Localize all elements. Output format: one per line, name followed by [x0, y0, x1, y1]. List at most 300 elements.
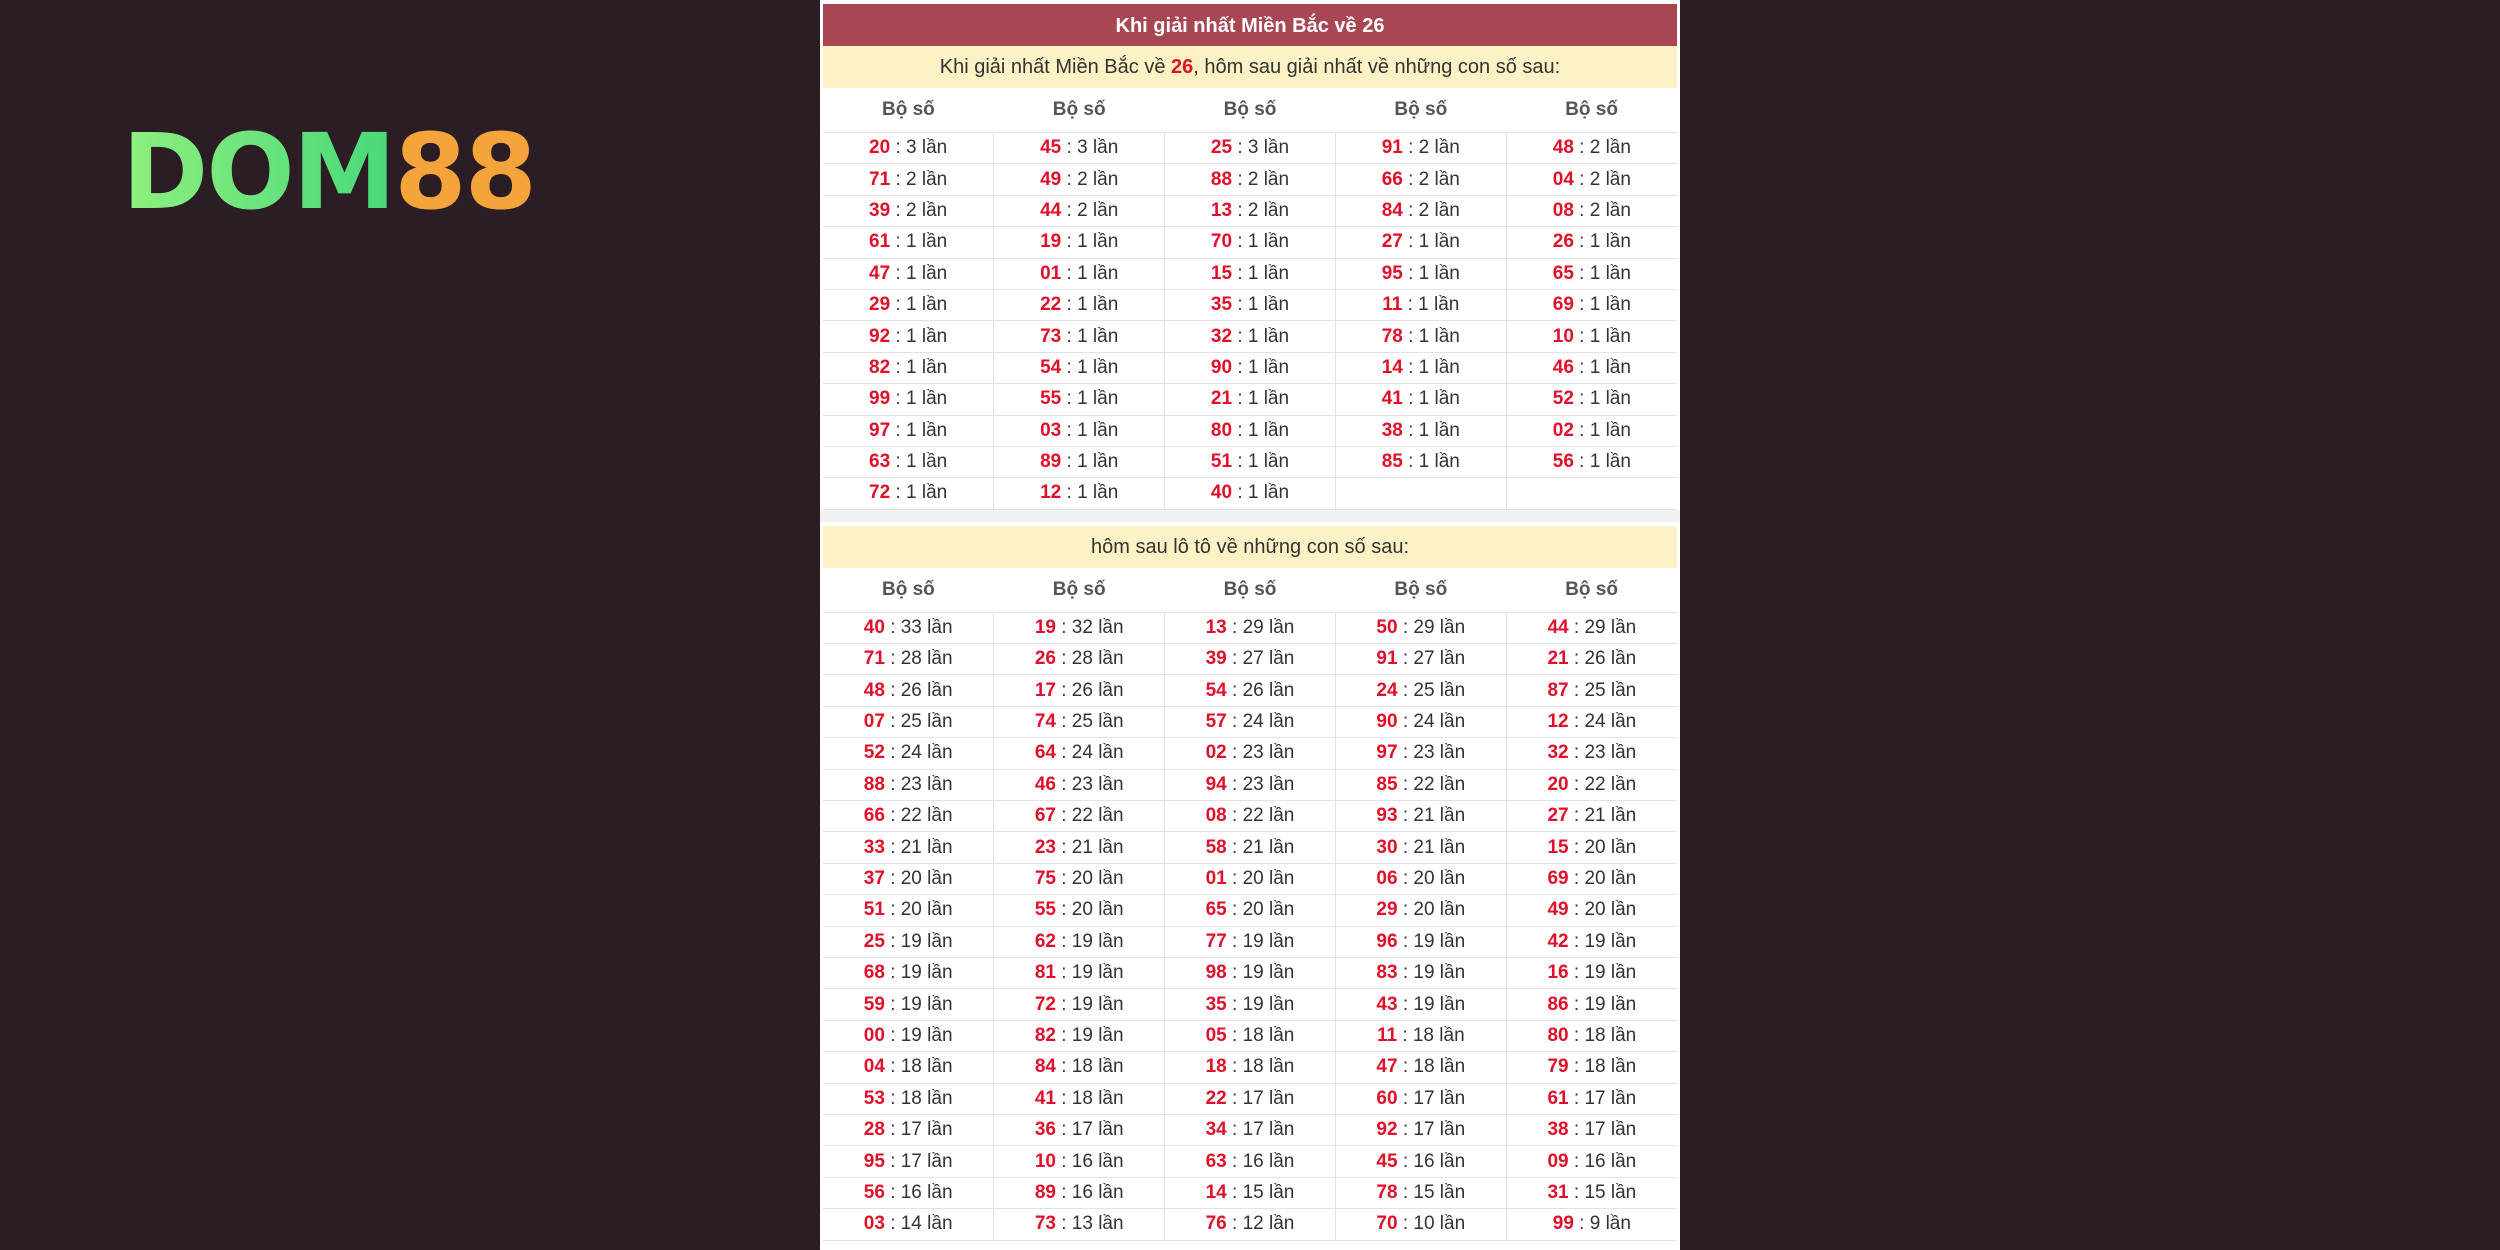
- table-cell: [823, 352, 994, 383]
- table-cell: [1506, 895, 1677, 926]
- number-value: 11: [1382, 294, 1403, 316]
- number-value: 89: [1040, 451, 1062, 473]
- count-value: : 23 lần: [1402, 742, 1466, 764]
- table-cell: [1335, 1146, 1506, 1177]
- section-separator: [820, 510, 1680, 522]
- number-value: 03: [1040, 419, 1062, 441]
- number-value: 99: [869, 388, 891, 410]
- number-value: 54: [1205, 679, 1227, 701]
- number-value: 95: [863, 1150, 885, 1172]
- number-value: 92: [1376, 1119, 1398, 1141]
- count-value: : 9 lần: [1579, 1213, 1631, 1235]
- table-cell: [1335, 415, 1506, 446]
- count-value: : 1 lần: [1066, 419, 1119, 441]
- number-value: 22: [1040, 294, 1062, 316]
- count-value: : 1 lần: [1408, 388, 1460, 410]
- count-value: : 19 lần: [1061, 993, 1124, 1015]
- table-cell: [823, 706, 994, 737]
- count-value: : 19 lần: [1402, 962, 1466, 984]
- count-value: : 1 lần: [1408, 419, 1460, 441]
- number-value: 37: [863, 868, 885, 889]
- table-cell: [1165, 706, 1336, 737]
- table-cell: [1506, 675, 1677, 706]
- table-cell: [1335, 706, 1506, 737]
- count-value: : 28 lần: [890, 648, 953, 670]
- table-cell: [1165, 926, 1336, 957]
- number-value: 45: [1040, 137, 1062, 159]
- table-cell: [1335, 195, 1506, 226]
- table-cell: [1335, 384, 1506, 415]
- count-value: : 21 lần: [1232, 836, 1295, 858]
- number-value: 47: [869, 262, 891, 284]
- number-value: 69: [1547, 868, 1569, 889]
- number-value: 42: [1547, 930, 1569, 952]
- number-value: 46: [1034, 773, 1056, 795]
- table-cell: [823, 195, 994, 226]
- number-value: 40: [863, 616, 885, 638]
- number-value: 75: [1034, 868, 1056, 889]
- count-value: : 20 lần: [890, 899, 953, 921]
- table-cell: [1165, 133, 1336, 164]
- number-value: 31: [1547, 1181, 1569, 1203]
- table-cell: [994, 832, 1165, 863]
- table-cell: [823, 957, 994, 988]
- table-cell: [994, 769, 1165, 800]
- number-value: 21: [1547, 648, 1569, 670]
- count-value: : 1 lần: [1066, 325, 1119, 347]
- count-value: : 19 lần: [890, 1024, 953, 1046]
- table-row: [823, 863, 1677, 894]
- count-value: : 17 lần: [1232, 1087, 1295, 1109]
- count-value: : 25 lần: [1573, 679, 1637, 701]
- subtitle-suffix: , hôm sau giải nhất về những con số sau:: [1193, 56, 1561, 78]
- number-value: 93: [1376, 805, 1398, 827]
- number-value: 53: [863, 1087, 885, 1109]
- count-value: : 1 lần: [895, 262, 948, 284]
- number-value: 52: [863, 742, 885, 764]
- table-cell: [1335, 832, 1506, 863]
- count-value: : 19 lần: [1232, 930, 1295, 952]
- number-value: 84: [1034, 1056, 1056, 1078]
- count-value: : 17 lần: [1232, 1119, 1295, 1141]
- number-value: 12: [1040, 482, 1062, 504]
- table-cell: [823, 801, 994, 832]
- count-value: : 1 lần: [895, 451, 948, 473]
- table-cell: [994, 321, 1165, 352]
- table-cell: [1335, 258, 1506, 289]
- count-value: : 23 lần: [1573, 742, 1637, 764]
- count-value: : 16 lần: [1232, 1150, 1295, 1172]
- number-value: 62: [1034, 930, 1056, 952]
- number-value: 13: [1205, 616, 1227, 638]
- count-value: : 1 lần: [1066, 294, 1119, 316]
- number-value: 20: [869, 137, 891, 159]
- number-value: 02: [1205, 742, 1227, 764]
- number-value: 55: [1034, 899, 1056, 921]
- count-value: : 15 lần: [1573, 1181, 1637, 1203]
- table-cell: [1165, 195, 1336, 226]
- count-value: : 27 lần: [1232, 648, 1295, 670]
- table-cell: [1165, 289, 1336, 320]
- table-cell: [1165, 644, 1336, 675]
- number-value: 15: [1547, 836, 1569, 858]
- count-value: : 18 lần: [890, 1087, 953, 1109]
- number-value: 14: [1205, 1181, 1227, 1203]
- count-value: : 2 lần: [1237, 168, 1290, 190]
- count-value: : 16 lần: [1061, 1150, 1124, 1172]
- number-value: 49: [1040, 168, 1062, 190]
- table-cell: [1506, 321, 1677, 352]
- count-value: : 17 lần: [1061, 1119, 1124, 1141]
- count-value: : 20 lần: [1061, 868, 1124, 889]
- table-cell: [1165, 832, 1336, 863]
- count-value: : 23 lần: [890, 773, 953, 795]
- count-value: : 2 lần: [1237, 199, 1290, 221]
- count-value: : 1 lần: [1237, 231, 1290, 253]
- count-value: : 2 lần: [1408, 137, 1460, 159]
- table-cell: [823, 321, 994, 352]
- number-value: 61: [869, 231, 891, 253]
- number-value: 85: [1376, 773, 1398, 795]
- count-value: : 32 lần: [1061, 616, 1124, 638]
- table-cell: [1506, 706, 1677, 737]
- number-value: 24: [1376, 679, 1398, 701]
- table-cell: [1335, 738, 1506, 769]
- table-cell: [1506, 989, 1677, 1020]
- table-cell: [1506, 133, 1677, 164]
- number-value: 78: [1381, 325, 1403, 347]
- table-cell: [823, 675, 994, 706]
- number-value: 17: [1034, 679, 1056, 701]
- count-value: : 1 lần: [1237, 262, 1290, 284]
- count-value: : 19 lần: [890, 962, 953, 984]
- table-cell: [994, 1146, 1165, 1177]
- subtitle-prefix: Khi giải nhất Miền Bắc về: [939, 56, 1172, 78]
- count-value: : 19 lần: [1061, 1024, 1124, 1046]
- table-cell: [823, 384, 994, 415]
- number-value: 46: [1552, 356, 1574, 378]
- section-title: Khi giải nhất Miền Bắc về 26: [823, 4, 1677, 46]
- table-cell: [994, 289, 1165, 320]
- table-cell: [1506, 195, 1677, 226]
- table-body: [823, 133, 1677, 510]
- count-value: : 19 lần: [1232, 993, 1295, 1015]
- table-cell: [994, 164, 1165, 195]
- table-cell: [994, 644, 1165, 675]
- count-value: : 20 lần: [1573, 836, 1637, 858]
- table-cell: [1506, 1146, 1677, 1177]
- count-value: : 25 lần: [1061, 711, 1124, 733]
- number-value: 59: [863, 993, 885, 1015]
- table-cell: [994, 384, 1165, 415]
- number-value: 03: [863, 1213, 885, 1235]
- table-cell: [994, 612, 1165, 643]
- number-value: 27: [1547, 805, 1569, 827]
- table-cell: [1335, 644, 1506, 675]
- table-cell: [1165, 446, 1336, 477]
- number-value: 61: [1547, 1087, 1569, 1109]
- count-value: : 1 lần: [1579, 231, 1631, 253]
- column-header: Bộ số: [994, 568, 1165, 613]
- count-value: : 1 lần: [1237, 356, 1290, 378]
- count-value: : 22 lần: [1232, 805, 1295, 827]
- count-value: : 29 lần: [1402, 616, 1466, 638]
- column-header: Bộ số: [994, 88, 1165, 133]
- count-value: : 26 lần: [890, 679, 953, 701]
- count-value: : 18 lần: [1061, 1056, 1124, 1078]
- number-value: 32: [1547, 742, 1569, 764]
- count-value: : 15 lần: [1232, 1181, 1295, 1203]
- number-value: 05: [1205, 1024, 1227, 1046]
- count-value: : 24 lần: [890, 742, 953, 764]
- table-cell: [1506, 957, 1677, 988]
- count-value: : 1 lần: [1407, 294, 1460, 316]
- table-cell: [1165, 989, 1336, 1020]
- number-value: 08: [1552, 199, 1574, 221]
- number-value: 81: [1034, 962, 1056, 984]
- column-header: Bộ số: [823, 568, 994, 613]
- table-row: [823, 446, 1677, 477]
- number-value: 73: [1034, 1213, 1056, 1235]
- number-value: 71: [869, 168, 891, 190]
- number-value: 11: [1376, 1024, 1398, 1046]
- number-value: 66: [1381, 168, 1403, 190]
- count-value: : 22 lần: [1061, 805, 1124, 827]
- table-cell: [1165, 415, 1336, 446]
- number-value: 33: [863, 836, 885, 858]
- table-cell: [1335, 289, 1506, 320]
- count-value: : 1 lần: [1066, 482, 1119, 504]
- number-value: 28: [863, 1119, 885, 1141]
- number-value: 63: [869, 451, 891, 473]
- table-cell: [1335, 478, 1506, 509]
- count-value: : 1 lần: [1579, 294, 1631, 316]
- table-cell: [823, 989, 994, 1020]
- number-value: 47: [1376, 1056, 1398, 1078]
- table-cell: [1335, 989, 1506, 1020]
- number-value: 66: [863, 805, 885, 827]
- count-value: : 20 lần: [1232, 899, 1295, 921]
- table-cell: [994, 352, 1165, 383]
- count-value: : 17 lần: [890, 1150, 953, 1172]
- table-row: [823, 801, 1677, 832]
- number-value: 90: [1210, 356, 1233, 378]
- number-value: 41: [1034, 1087, 1056, 1109]
- count-value: : 3 lần: [1237, 137, 1290, 159]
- section-subtitle: [823, 46, 1677, 88]
- column-header: Bộ số: [1335, 568, 1506, 613]
- table-cell: [1165, 769, 1336, 800]
- table-cell: [1335, 769, 1506, 800]
- table-cell: [823, 1083, 994, 1114]
- table-cell: [1165, 675, 1336, 706]
- loto-table: [823, 568, 1677, 1241]
- number-value: 32: [1210, 325, 1233, 347]
- table-cell: [994, 258, 1165, 289]
- table-cell: [1165, 863, 1336, 894]
- table-cell: [1335, 863, 1506, 894]
- table-cell: [994, 415, 1165, 446]
- number-value: 29: [1376, 899, 1398, 921]
- number-value: 45: [1376, 1150, 1398, 1172]
- count-value: : 19 lần: [1402, 930, 1466, 952]
- number-value: 40: [1210, 482, 1233, 504]
- table-row: [823, 384, 1677, 415]
- count-value: : 1 lần: [1066, 356, 1119, 378]
- table-row: [823, 706, 1677, 737]
- table-cell: [1506, 258, 1677, 289]
- number-value: 12: [1547, 711, 1569, 733]
- count-value: : 17 lần: [1573, 1119, 1637, 1141]
- table-cell: [1165, 957, 1336, 988]
- count-value: : 21 lần: [1573, 805, 1637, 827]
- table-row: [823, 989, 1677, 1020]
- number-value: 86: [1547, 993, 1569, 1015]
- number-value: 67: [1034, 805, 1056, 827]
- number-value: 00: [863, 1024, 885, 1046]
- table-cell: [1506, 289, 1677, 320]
- number-value: 69: [1552, 294, 1574, 316]
- number-value: 48: [1552, 137, 1574, 159]
- column-header: Bộ số: [1165, 88, 1336, 133]
- table-cell: [823, 863, 994, 894]
- table-cell: [994, 1209, 1165, 1240]
- table-cell: [1165, 1146, 1336, 1177]
- table-cell: [994, 446, 1165, 477]
- table-cell: [823, 289, 994, 320]
- table-cell: [1506, 446, 1677, 477]
- number-value: 51: [1210, 451, 1233, 473]
- count-value: : 2 lần: [1066, 199, 1119, 221]
- count-value: : 14 lần: [890, 1213, 953, 1235]
- number-value: 18: [1205, 1056, 1227, 1078]
- table-header-row: [823, 568, 1677, 613]
- table-cell: [994, 478, 1165, 509]
- table-cell: [1335, 1052, 1506, 1083]
- count-value: : 22 lần: [1402, 773, 1466, 795]
- count-value: : 20 lần: [1061, 899, 1124, 921]
- number-value: 82: [869, 356, 891, 378]
- logo-text-88: 88: [394, 111, 535, 233]
- number-value: 44: [1547, 616, 1569, 638]
- number-value: 13: [1210, 199, 1233, 221]
- table-cell: [1165, 612, 1336, 643]
- table-cell: [1335, 801, 1506, 832]
- table-cell: [994, 227, 1165, 258]
- number-value: 76: [1205, 1213, 1227, 1235]
- table-cell: [1335, 321, 1506, 352]
- number-value: 22: [1205, 1087, 1227, 1109]
- number-value: 80: [1210, 419, 1233, 441]
- number-value: 01: [1040, 262, 1062, 284]
- table-cell: [994, 133, 1165, 164]
- table-row: [823, 926, 1677, 957]
- table-cell: [823, 446, 994, 477]
- number-value: 52: [1552, 388, 1574, 410]
- table-body: [823, 612, 1677, 1240]
- number-value: 74: [1034, 711, 1056, 733]
- table-row: [823, 675, 1677, 706]
- table-cell: [823, 415, 994, 446]
- table-cell: [1335, 926, 1506, 957]
- count-value: : 1 lần: [895, 482, 948, 504]
- count-value: : 21 lần: [1402, 836, 1466, 858]
- number-value: 35: [1205, 993, 1227, 1015]
- count-value: : 1 lần: [1408, 262, 1460, 284]
- count-value: : 18 lần: [1402, 1056, 1466, 1078]
- number-value: 72: [1034, 993, 1056, 1015]
- count-value: : 18 lần: [1573, 1056, 1637, 1078]
- number-value: 70: [1376, 1213, 1398, 1235]
- number-value: 02: [1552, 419, 1574, 441]
- count-value: : 25 lần: [890, 711, 953, 733]
- table-cell: [823, 769, 994, 800]
- count-value: : 1 lần: [1579, 356, 1631, 378]
- number-value: 97: [1376, 742, 1398, 764]
- table-cell: [994, 863, 1165, 894]
- number-value: 65: [1552, 262, 1574, 284]
- table-cell: [1335, 446, 1506, 477]
- table-row: [823, 832, 1677, 863]
- number-value: 78: [1376, 1181, 1398, 1203]
- count-value: : 2 lần: [1408, 168, 1460, 190]
- table-cell: [1506, 738, 1677, 769]
- count-value: : 19 lần: [890, 993, 953, 1015]
- table-cell: [1506, 164, 1677, 195]
- number-value: 70: [1210, 231, 1233, 253]
- count-value: : 29 lần: [1573, 616, 1637, 638]
- count-value: : 29 lần: [1232, 616, 1295, 638]
- table-row: [823, 895, 1677, 926]
- count-value: : 3 lần: [895, 137, 948, 159]
- number-value: 91: [1381, 137, 1403, 159]
- count-value: : 17 lần: [1402, 1119, 1466, 1141]
- number-value: 77: [1205, 930, 1227, 952]
- number-value: 08: [1205, 805, 1227, 827]
- count-value: : 23 lần: [1061, 773, 1124, 795]
- table-cell: [1506, 832, 1677, 863]
- count-value: : 27 lần: [1402, 648, 1466, 670]
- table-header-row: [823, 88, 1677, 133]
- number-value: 39: [869, 199, 891, 221]
- number-value: 98: [1205, 962, 1227, 984]
- count-value: : 1 lần: [1408, 231, 1460, 253]
- number-value: 38: [1381, 419, 1403, 441]
- count-value: : 22 lần: [890, 805, 953, 827]
- table-cell: [1506, 352, 1677, 383]
- count-value: : 10 lần: [1402, 1213, 1466, 1235]
- number-value: 09: [1547, 1150, 1569, 1172]
- number-value: 07: [863, 711, 885, 733]
- count-value: : 1 lần: [895, 325, 948, 347]
- table-cell: [1165, 384, 1336, 415]
- count-value: : 19 lần: [1573, 930, 1637, 952]
- count-value: : 1 lần: [1579, 451, 1631, 473]
- count-value: : 16 lần: [890, 1181, 953, 1203]
- number-value: 10: [1552, 325, 1574, 347]
- count-value: : 1 lần: [895, 231, 948, 253]
- count-value: : 1 lần: [1408, 325, 1460, 347]
- count-value: : 13 lần: [1061, 1213, 1124, 1235]
- table-cell: [1335, 1209, 1506, 1240]
- first-prize-table: [823, 88, 1677, 510]
- number-value: 25: [863, 930, 885, 952]
- count-value: : 1 lần: [1408, 356, 1460, 378]
- table-cell: [823, 1177, 994, 1208]
- number-value: 97: [869, 419, 891, 441]
- count-value: : 33 lần: [890, 616, 953, 638]
- table-cell: [823, 1020, 994, 1051]
